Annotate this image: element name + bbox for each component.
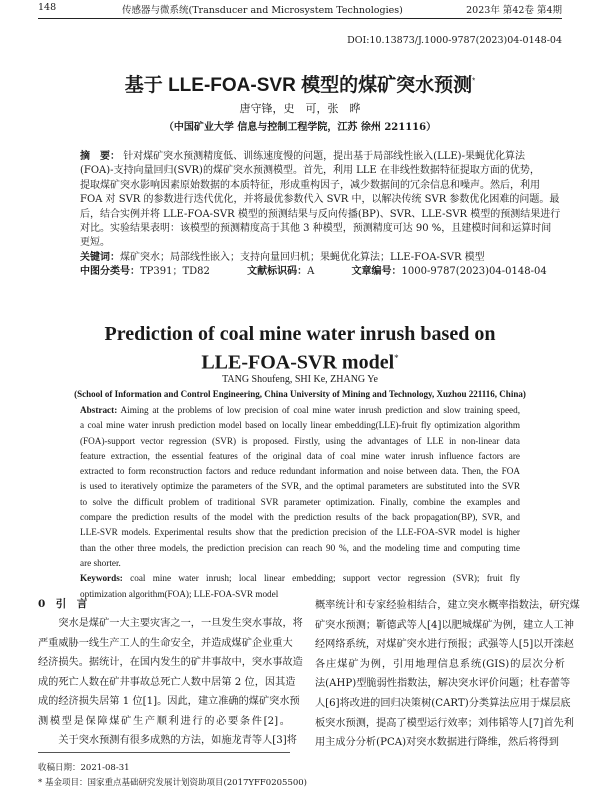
line-text: extracted to form reconstruction factors and reduce redundant information and noise between data. Then, the FOA [80,466,520,477]
line-text: LLE-SVR models. Experimental results show that the prediction precision of the LLE-FOA-SVR model is higher [80,527,520,538]
en-keywords-label: Keywords: [80,573,123,584]
en-keywords-text: coal mine water inrush; local linear embedding; support vector regression (SVR); fruit fly [130,573,521,584]
text-line [315,596,580,616]
line-text: 后，结合实例并将 LLE-FOA-SVR 模型的预测结果与反向传播(BP)、SVR、LLE-SVR 模型的预测结果进行 [80,208,561,220]
en-title-mark: * [394,353,399,363]
line-text: is used to iteratively optimize the parameters of the SVR, and the optimal parameters are substituted into the SVR [80,481,520,492]
text-line [315,694,571,714]
cn-keywords-text: 煤矿突水；局部线性嵌入；支持向量回归机；果蝇优化算法；LLE-FOA-SVR 模型 [120,251,485,263]
text-line [80,464,520,479]
journal-name: 传感器与微系统(Transducer and Microsystem Technologies) [122,5,403,16]
text-line [38,614,303,634]
text-line [315,635,574,655]
cn-title-mark: * [472,76,476,86]
en-authors: TANG Shoufeng, SHI Ke, ZHANG Ye [222,374,378,385]
text-line [315,733,565,753]
line-text: 更短。 [80,237,110,249]
line-text: (FOA)-support vector regression (SVR) is proposed. Firstly, using the advantages of LLE in non-linear data [80,435,520,446]
en-abstract [80,403,520,602]
header-rule [38,18,562,19]
doi: DOI:10.13873/J.1000-9787(2023)04-0148-04 [347,35,562,46]
text-line [80,449,520,464]
fund-note: * 基金项目：国家重点基础研究发展计划资助项目(2017YFF0205500) [38,778,307,788]
text-line [80,495,520,510]
article-no-value: 1000-9787(2023)04-0148-04 [401,266,547,278]
line-text: feature extraction, the essential features of the original data of coal mine water inrush influence factors are [80,450,520,461]
text-line [38,692,300,712]
en-keywords-line1 [80,571,520,586]
text-line [80,193,560,207]
text-line [38,653,303,673]
cn-abstract [80,150,561,280]
text-line [80,403,520,418]
doc-code-label: 文献标识码： [247,266,308,278]
line-text: to solve the difficult problem of traditional SVR parameter optimization. Finally, combine the examples and [80,496,520,507]
text-line [80,479,520,494]
text-line [80,236,512,250]
section-heading: 0 引 言 [38,598,88,610]
text-line [80,556,520,571]
cn-title [0,70,600,97]
received-date: 收稿日期：2021-08-31 [38,763,130,773]
text-line [80,541,520,556]
cn-authors: 唐守锋，史 可，张 晔 [239,102,361,115]
text-line [315,616,574,636]
line-text: 测模型是保障煤矿生产顺利进行的必要条件[2]。 [38,715,290,727]
text-line [80,150,525,164]
text-line [315,674,571,694]
text-line [315,714,574,734]
clc-value: TP391；TD82 [140,266,210,278]
en-title-line2: LLE-FOA-SVR model [201,351,395,374]
en-title [0,322,600,375]
text-line [315,655,565,675]
text-line [38,634,293,654]
text-line [80,164,540,178]
clc-label: 中图分类号： [80,266,140,278]
line-text: 提取煤矿突水影响因素原始数据的本质特征，形成重构因子，减少数据间的冗余信息和噪声。然后，利用 [80,179,540,191]
line-text: Aiming at the problems of low precision of coal mine water inrush prediction and slow training speed, [120,405,521,415]
doc-code-value: A [307,266,315,278]
line-text: 用主成分分析(PCA)对突水数据进行降维，然后将得到 [315,737,559,749]
line-text: 法(AHP)型脆弱性指数法，解决突水评价问题；杜春蕾等 [315,678,571,690]
cn-classification [80,265,547,279]
abstract-label: 摘 要： [80,151,120,162]
abstract-label: Abstract: [80,405,118,415]
line-text: a coal mine water inrush prediction model based on locally linear embedding(LLE)-fruit fly optimization algorithm [80,420,520,431]
line-text: 成的死亡人数在矿井事故总死亡人数中居第 2 位，因其造 [38,676,296,688]
en-title-line1: Prediction of coal mine water inrush based on [104,323,496,345]
line-text: 矿突水预测；靳德武等人[4]以肥城煤矿为例，建立人工神 [315,619,574,631]
text-line [80,510,520,525]
cn-keywords-label: 关键词： [80,251,120,263]
line-text: 成的经济损失居第 1 位[1]。因此，建立准确的煤矿突水预 [38,696,300,707]
en-keywords-line2: optimization algorithm(FOA); LLE-FOA-SVR model [80,588,279,599]
footnote-rule [38,752,290,753]
line-text: compare the prediction results of the model with the prediction results of the back propagation(BP), SVR, and [80,512,520,523]
line-text: than the other three models, the prediction precision can reach 90 %, and the modeling time and computing time [80,542,520,553]
line-text: 板突水预测，提高了模型运行效率；刘伟韬等人[7]首先利 [315,717,574,729]
text-line [38,673,296,693]
line-text: 突水是煤矿一大主要灾害之一，一旦发生突水事故，将 [38,618,303,629]
line-text: 各庄煤矿为例，引用地理信息系统(GIS)的层次分析 [315,658,565,670]
line-text: 经济损失。据统计，在国内发生的矿井事故中，突水事故造 [38,657,303,668]
text-line [80,434,520,449]
line-text: are shorter. [80,557,121,568]
line-text: 对比。实验结果表明：该模型的预测精度高于其他 3 种模型，预测精度可达 90 %，且建模时间和运算时间 [80,223,552,235]
text-line [38,712,290,732]
body-right-column [315,596,580,753]
line-text: 概率统计和专家经验相结合，建立突水概率指数法，研究煤 [315,600,580,611]
line-text: 经网络系统，对煤矿突水进行预报；武强等人[5]以开滦赵 [315,639,574,651]
body-left-column [38,614,303,751]
cn-title-text: 基于 LLE-FOA-SVR 模型的煤矿突水预测 [124,75,473,96]
page-number: 148 [38,2,57,13]
issue-info: 2023年 第42卷 第4期 [466,5,562,16]
article-no-label: 文章编号： [351,266,402,278]
text-line [80,208,561,222]
line-text: (FOA)-支持向量回归(SVR)的煤矿突水预测模型。首先，利用 LLE 在非线性数据特征提取方面的优势， [80,165,540,177]
line-text: 关于突水预测有很多成熟的方法，如施龙青等人[3]将 [38,735,297,746]
text-line [80,525,520,540]
text-line [80,418,520,433]
line-text: 针对煤矿突水预测精度低、训练速度慢的问题，提出基于局部线性嵌入(LLE)-果蝇优化算法 [123,151,525,162]
line-text: 人[6]将改进的回归决策树(CART)分类算法应用于煤层底 [315,697,571,709]
text-line [80,179,540,193]
text-line [80,222,552,236]
line-text: FOA 对 SVR 的参数进行迭代优化，并将最优参数代入 SVR 中，以解决传统 SVR 参数优化困难的问题。最 [80,194,560,206]
cn-affiliation: （中国矿业大学 信息与控制工程学院，江苏 徐州 221116） [163,122,437,133]
text-line [38,731,297,751]
cn-keywords [80,251,512,265]
line-text: 严重威胁一线生产工人的生命安全，并造成煤矿企业重大 [38,637,293,649]
en-affiliation: (School of Information and Control Engineering, China University of Mining and Technology, Xuzhou 221116, China) [74,389,526,399]
